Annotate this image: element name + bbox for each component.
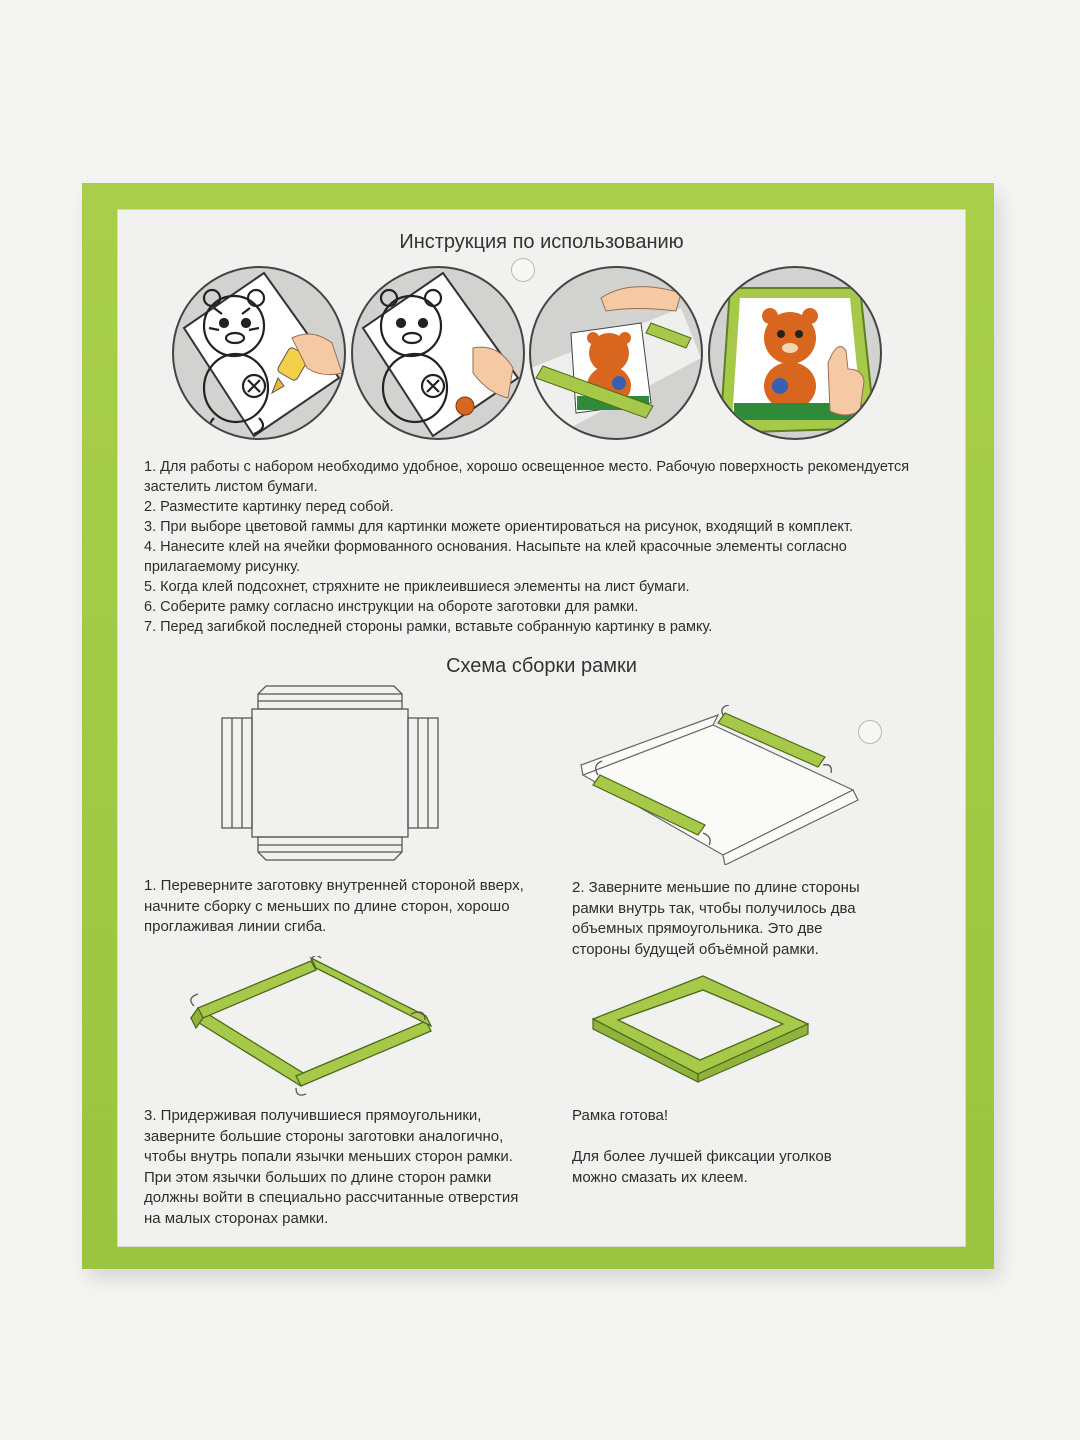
- step-illustration-glue: [172, 266, 346, 440]
- usage-steps-list: [144, 457, 944, 637]
- usage-step: 5. Когда клей подсохнет, стряхните не приклеившиеся элементы на лист бумаги.: [144, 579, 690, 595]
- step-illustration-done: [708, 266, 882, 440]
- frame-step-3-text: 3. Придерживая получившиеся прямоугольники, заверните большие стороны заготовки аналогично, чтобы внутрь попали язычки меньших сторон рамки. При этом язычки больших по длине сторон рамки должны войти в специально рассчитанные отверстия на малых сторонах рамки.: [144, 1107, 519, 1227]
- finished-frame-diagram: [588, 974, 813, 1084]
- punch-hole-top: [511, 258, 535, 282]
- instructions-title: Инструкция по использованию: [399, 231, 684, 253]
- usage-step: 2. Разместите картинку перед собой.: [144, 499, 394, 515]
- frame-step-1-text: 1. Переверните заготовку внутренней стороной вверх, начните сборку с меньших по длине сторон, хорошо проглаживая линии сгиба.: [144, 877, 524, 935]
- frame-step-2-text: 2. Заверните меньшие по длине стороны рамки внутрь так, чтобы получилось два объемных прямоугольника. Это две стороны будущей объёмной рамки.: [572, 879, 860, 958]
- usage-step: 4. Нанесите клей на ячейки формованного основания. Насыпьте на клей красочные элементы согласно прилагаемому рисунку.: [144, 539, 847, 575]
- frame-assembly-title: Схема сборки рамки: [446, 655, 637, 677]
- frame-long-sides-diagram: [186, 956, 446, 1106]
- frame-ready-text: Рамка готова!: [572, 1107, 669, 1124]
- frame-side: [191, 958, 431, 1086]
- frame-folding-diagram: [573, 705, 863, 865]
- usage-step: 6. Соберите рамку согласно инструкции на обороте заготовки для рамки.: [144, 599, 639, 615]
- usage-step: 1. Для работы с набором необходимо удобное, хорошо освещенное место. Рабочую поверхность рекомендуется застелить листом бумаги.: [144, 459, 910, 495]
- instruction-sheet: [117, 209, 966, 1247]
- frame-tip-text: Для более лучшей фиксации уголков можно смазать их клеем.: [572, 1148, 832, 1186]
- usage-step: 7. Перед загибкой последней стороны рамки, вставьте собранную картинку в рамку.: [144, 619, 713, 635]
- step-illustration-frame: [529, 266, 703, 440]
- hand-icon: [601, 287, 681, 311]
- step-illustration-fill: [351, 266, 525, 440]
- usage-step: 3. При выборе цветовой гаммы для картинки можете ориентироваться на рисунок, входящий в комплект.: [144, 519, 853, 535]
- frame-blank-diagram: [218, 684, 442, 862]
